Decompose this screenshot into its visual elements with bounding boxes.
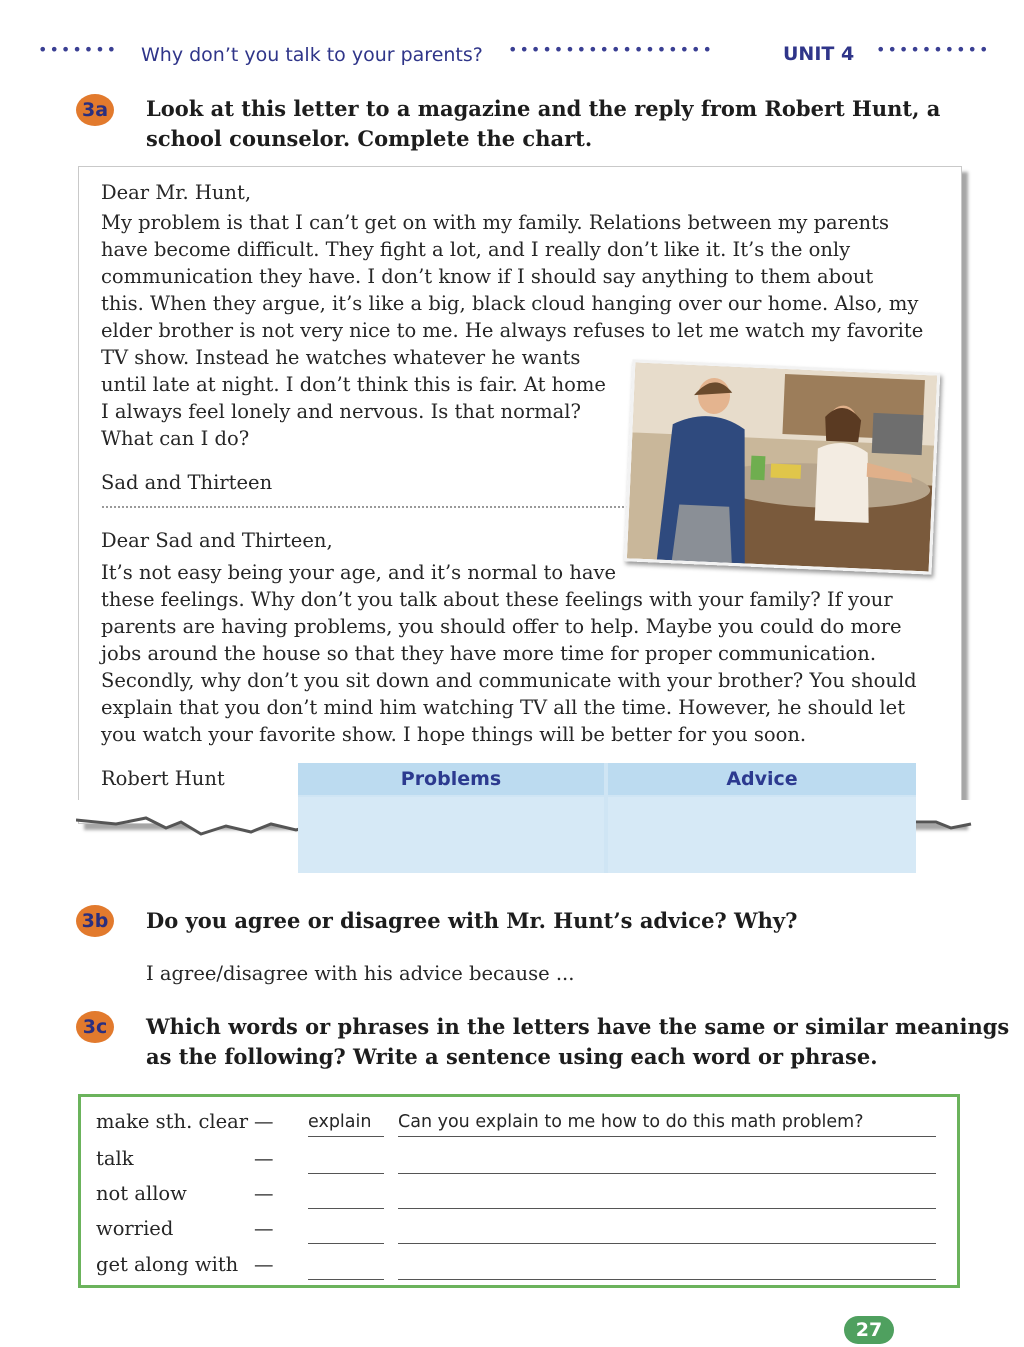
vocab-dash: — — [254, 1182, 274, 1205]
vocab-row — [96, 1182, 946, 1214]
vocab-word-blank[interactable]: explain — [308, 1112, 384, 1137]
vocab-word-blank[interactable] — [308, 1255, 384, 1280]
problems-column — [298, 763, 604, 873]
header-dots-middle: •••••••••••••••••• — [508, 40, 714, 59]
vocab-row — [96, 1253, 946, 1285]
vocab-word-blank[interactable] — [308, 1184, 384, 1209]
vocab-phrase: get along with — [96, 1253, 239, 1276]
instruction-3a-line2: school counselor. Complete the chart. — [146, 126, 593, 151]
problems-header: Problems — [298, 763, 604, 795]
prompt-3b: I agree/disagree with his advice because ... — [146, 962, 575, 985]
badge-3a: 3a — [76, 94, 114, 126]
vocab-row — [96, 1110, 946, 1142]
instruction-3c-line2: as the following? Write a sentence using each word or phrase. — [146, 1044, 878, 1069]
vocab-word-blank[interactable] — [308, 1219, 384, 1244]
vocab-row — [96, 1217, 946, 1249]
vocab-phrase: talk — [96, 1147, 134, 1170]
badge-3c: 3c — [76, 1011, 114, 1043]
letter-line: communication they have. I don’t know if I should say anything to them about — [101, 265, 874, 288]
instruction-3b: Do you agree or disagree with Mr. Hunt’s advice? Why? — [146, 908, 798, 933]
letter-line: elder brother is not very nice to me. He always refuses to let me watch my favorite — [101, 319, 924, 342]
vocab-sentence-blank[interactable] — [398, 1255, 936, 1280]
advice-column — [608, 763, 916, 873]
vocab-sentence-blank[interactable]: Can you explain to me how to do this math problem? — [398, 1112, 936, 1137]
letter-line: I always feel lonely and nervous. Is that normal? — [101, 400, 581, 423]
instruction-3c-line1: Which words or phrases in the letters have the same or similar meanings — [146, 1014, 1010, 1039]
problems-cell[interactable] — [298, 797, 604, 873]
vocab-sentence-blank[interactable] — [398, 1184, 936, 1209]
vocab-phrase: worried — [96, 1217, 174, 1240]
page-header — [38, 40, 1024, 70]
vocab-row — [96, 1147, 946, 1179]
letter-divider — [102, 506, 628, 508]
reply-line: parents are having problems, you should offer to help. Maybe you could do more — [101, 615, 902, 638]
family-argument-photo — [624, 359, 941, 574]
photo-illustration — [627, 363, 937, 572]
problems-advice-chart — [298, 763, 916, 873]
letter-line: this. When they argue, it’s like a big, black cloud hanging over our home. Also, my — [101, 292, 919, 315]
reply-signature: Robert Hunt — [101, 767, 225, 790]
instruction-3a — [146, 94, 940, 154]
page-number: 27 — [844, 1316, 894, 1344]
vocab-dash: — — [254, 1110, 274, 1133]
reply-line: jobs around the house so that they have more time for proper communication. — [101, 642, 877, 665]
letter-greeting: Dear Mr. Hunt, — [101, 181, 252, 204]
letter-line: What can I do? — [101, 427, 250, 450]
reply-line: explain that you don’t mind him watching TV all the time. However, he should let — [101, 696, 906, 719]
vocab-dash: — — [254, 1217, 274, 1240]
vocab-sentence-blank[interactable] — [398, 1219, 936, 1244]
unit-label: UNIT 4 — [783, 43, 855, 65]
letter-signature: Sad and Thirteen — [101, 471, 273, 494]
header-dots-left: ••••••• — [38, 40, 119, 59]
letter-line: until late at night. I don’t think this is fair. At home — [101, 373, 606, 396]
reply-line: these feelings. Why don’t you talk about these feelings with your family? If your — [101, 588, 893, 611]
vocab-phrase: make sth. clear — [96, 1110, 249, 1133]
advice-header: Advice — [608, 763, 916, 795]
letter-line: have become difficult. They fight a lot, and I really don’t like it. It’s the only — [101, 238, 851, 261]
instruction-3c — [146, 1012, 1009, 1072]
instruction-3a-line1: Look at this letter to a magazine and the reply from Robert Hunt, a — [146, 96, 941, 121]
reply-line: Secondly, why don’t you sit down and communicate with your brother? You should — [101, 669, 917, 692]
reply-line: you watch your favorite show. I hope things will be better for you soon. — [101, 723, 807, 746]
letter-line: My problem is that I can’t get on with my family. Relations between my parents — [101, 211, 889, 234]
header-title: Why don’t you talk to your parents? — [141, 44, 483, 66]
vocab-dash: — — [254, 1253, 274, 1276]
vocab-word-blank[interactable] — [308, 1149, 384, 1174]
reply-greeting: Dear Sad and Thirteen, — [101, 529, 333, 552]
reply-line: It’s not easy being your age, and it’s normal to have — [101, 561, 617, 584]
vocab-dash: — — [254, 1147, 274, 1170]
badge-3b: 3b — [76, 905, 114, 937]
advice-cell[interactable] — [608, 797, 916, 873]
vocab-phrase: not allow — [96, 1182, 187, 1205]
letter-line: TV show. Instead he watches whatever he wants — [101, 346, 581, 369]
header-dots-right: •••••••••• — [876, 40, 991, 59]
vocab-sentence-blank[interactable] — [398, 1149, 936, 1174]
